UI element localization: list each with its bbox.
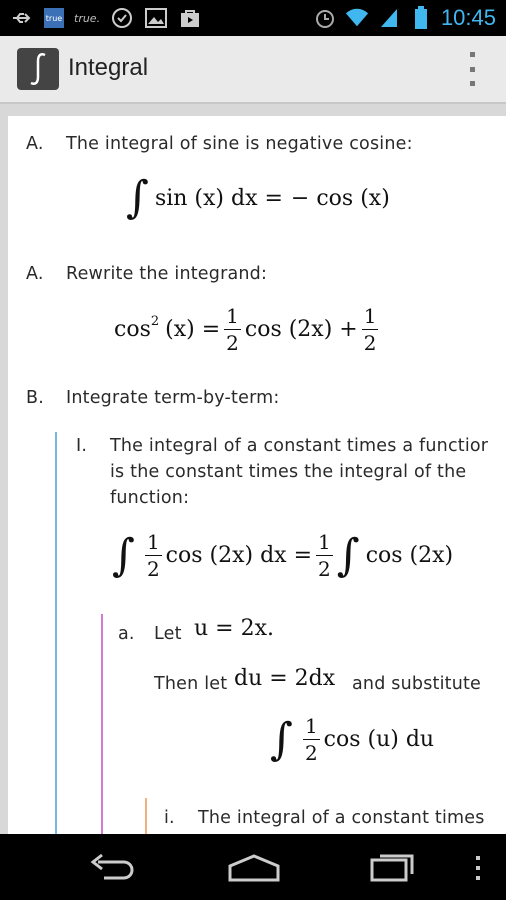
cos-term: cos <box>114 317 151 342</box>
argument: (x) = <box>165 317 221 342</box>
menu-icon[interactable] <box>476 856 482 880</box>
home-button[interactable] <box>226 852 282 886</box>
signal-icon <box>377 6 401 30</box>
integrand: cos (2x) dx = <box>165 543 313 568</box>
equation-u-integral <box>270 713 435 765</box>
step-text: Then let <box>154 674 228 694</box>
step-marker: i. <box>164 808 175 828</box>
integral-sign: ∫ <box>336 529 360 581</box>
middle-term: cos (2x) + <box>244 317 358 342</box>
equation-right: − cos (x) <box>290 185 390 211</box>
sync-icon <box>110 6 134 30</box>
equation-rewrite <box>114 306 382 353</box>
step-marker: a. <box>118 624 135 644</box>
step-text: Integrate term-by-term: <box>66 388 280 408</box>
recent-apps-button[interactable] <box>368 850 418 888</box>
nesting-bar-level1 <box>55 432 57 834</box>
step-marker: A. <box>26 264 44 284</box>
integrand-right: cos (2x) <box>365 543 454 568</box>
image-icon <box>144 6 168 30</box>
differential: du = 2dx <box>234 666 336 691</box>
battery-icon <box>409 6 433 30</box>
equation-left: sin (x) dx = <box>154 185 283 211</box>
step-text-line2: is the constant times the integral of the <box>110 462 467 482</box>
step-text-line3: function: <box>110 488 190 508</box>
shop-bag-icon <box>178 6 202 30</box>
fraction: $\frac{1}{2}$ <box>318 530 331 581</box>
nesting-bar-level3 <box>145 798 147 834</box>
integral-sign: ∫ <box>112 529 135 581</box>
integral-sign: ∫ <box>270 713 293 765</box>
equation-du <box>234 666 335 691</box>
step-text: Rewrite the integrand: <box>66 264 268 284</box>
step-text: The integral of a constant times <box>198 808 485 828</box>
status-bar <box>0 0 506 36</box>
step-marker: I. <box>76 436 88 456</box>
app-icon[interactable] <box>17 48 59 90</box>
substitution: u = 2x. <box>194 616 274 641</box>
navigation-bar <box>0 834 506 900</box>
step-text: Let <box>154 624 182 644</box>
app-title: Integral <box>68 54 149 81</box>
content-area[interactable] <box>0 104 506 834</box>
integrand: cos (u) du <box>323 727 435 752</box>
overflow-menu-icon[interactable] <box>466 52 478 86</box>
equation-sine-integral <box>126 172 390 223</box>
step-text-tail: and substitute <box>352 674 482 694</box>
action-bar <box>0 36 506 104</box>
equation-constant-integral <box>112 529 454 581</box>
solution-card <box>8 116 506 834</box>
alarm-icon <box>313 6 337 30</box>
step-text: The integral of sine is negative cosine: <box>66 134 413 154</box>
equation-let-u <box>194 616 274 641</box>
step-text-line1: The integral of a constant times a functior <box>110 436 489 456</box>
back-button[interactable] <box>88 852 138 886</box>
fraction: $\frac{1}{2}$ <box>304 714 318 765</box>
integral-sign: ∫ <box>126 172 149 223</box>
clock: 10:45 <box>440 5 496 30</box>
nesting-bar-level2 <box>101 614 103 834</box>
step-marker: B. <box>26 388 44 408</box>
notification-text: true. <box>74 11 101 25</box>
fraction: $\frac{1}{2}$ <box>146 530 160 581</box>
exponent: 2 <box>150 314 160 329</box>
fraction: $\frac{1}{2}$ <box>363 304 377 355</box>
wifi-icon <box>345 6 369 30</box>
notification-badge: true <box>44 8 64 28</box>
fraction: $\frac{1}{2}$ <box>226 304 239 355</box>
step-marker: A. <box>26 134 44 154</box>
usb-icon <box>10 6 34 30</box>
